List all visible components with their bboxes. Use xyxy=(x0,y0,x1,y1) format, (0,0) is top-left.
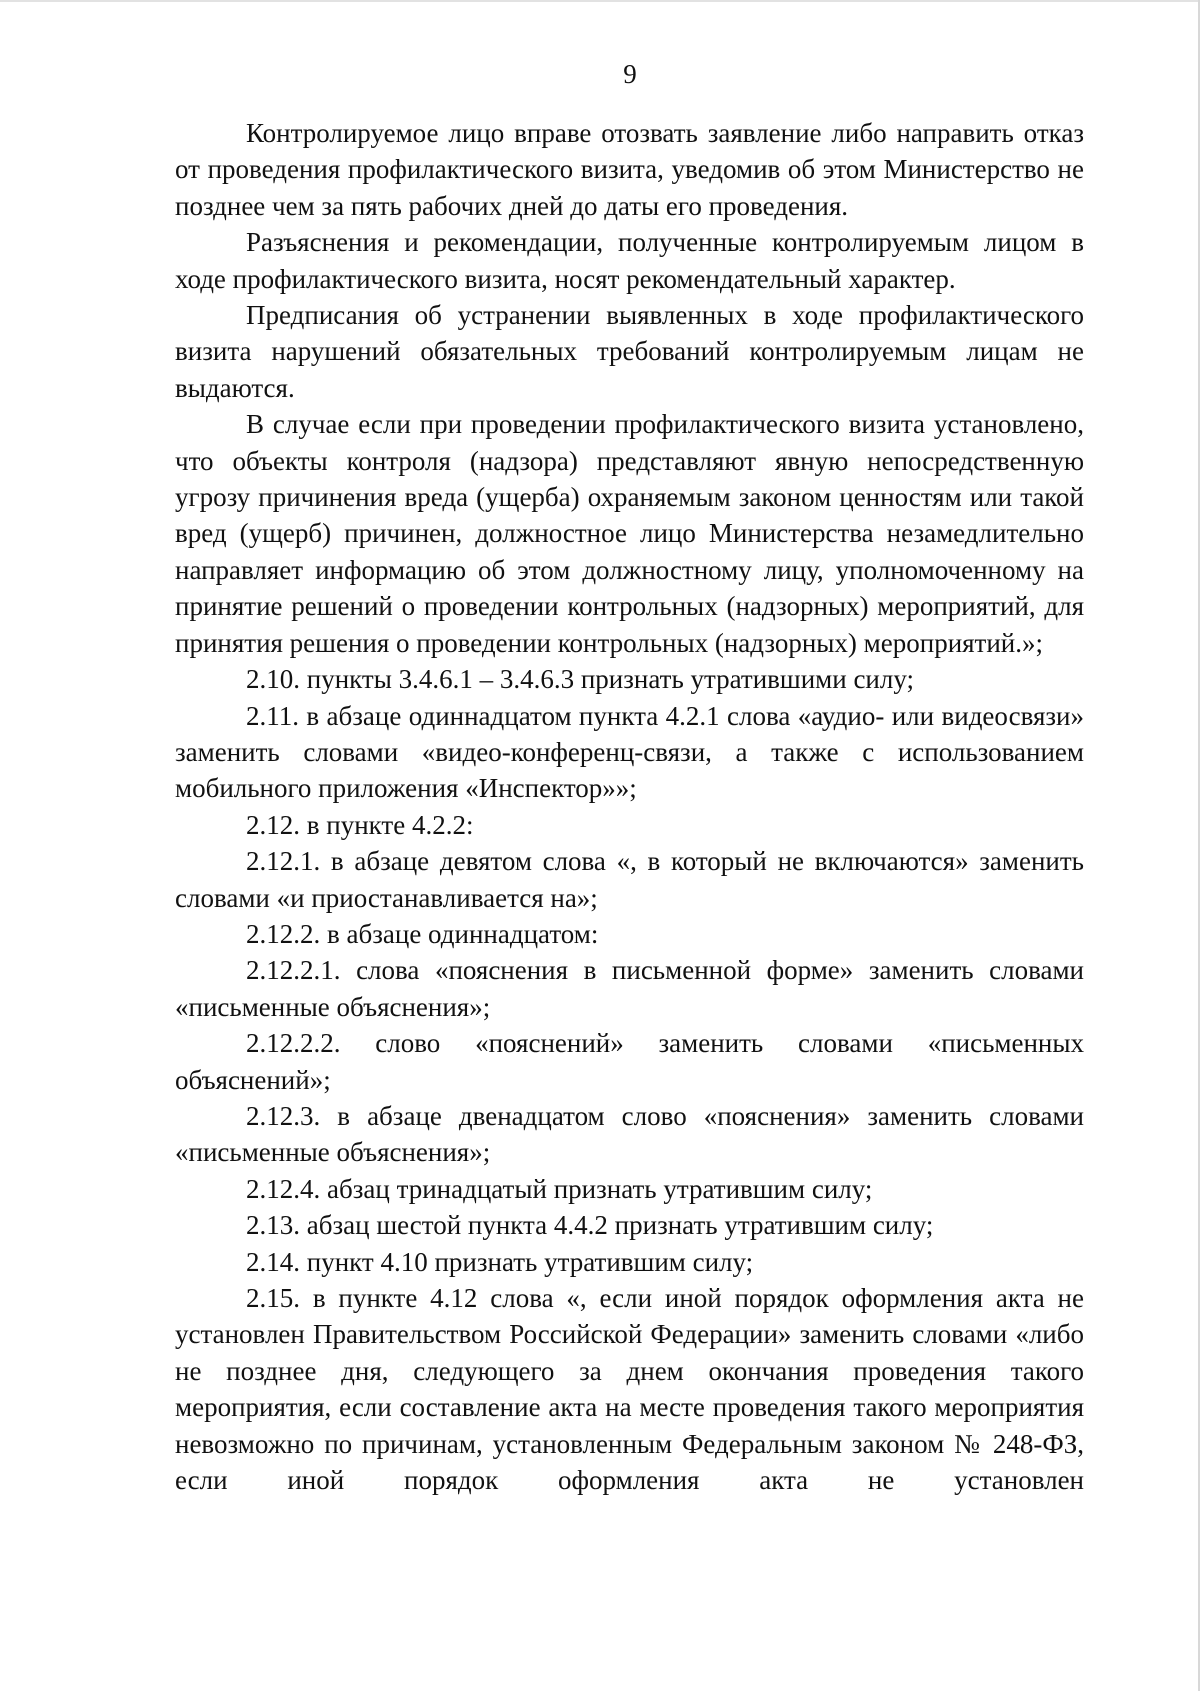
paragraph-item-2-10: 2.10. пункты 3.4.6.1 – 3.4.6.3 признать утратившими силу; xyxy=(246,664,914,695)
paragraph-item-2-12-4: 2.12.4. абзац тринадцатый признать утратившим силу; xyxy=(246,1173,873,1204)
paragraph-prescriptions-not-issued: Предписания об устранении выявленных в ходе профилактического визита нарушений обязательных требований контролируемым лицам не выдаются. xyxy=(175,300,1084,403)
paragraph-item-2-12-1: 2.12.1. в абзаце девятом слова «, в который не включаются» заменить словами «и приостанавливается на»; xyxy=(175,846,1084,913)
paragraph-item-2-12-2-2: 2.12.2.2. слово «пояснений» заменить словами «письменных объяснений»; xyxy=(175,1028,1084,1095)
paragraph-threat-of-harm: В случае если при проведении профилактического визита установлено, что объекты контроля (надзора) представляют явную непосредственную угрозу причинения вреда (ущерба) охраняемым законом ценностям или такой вред (ущерб) причинен, должностное лицо Министерства незамедлительно направляет информацию об этом должностному лицу, уполномоченному на принятие решений о проведении контрольных (надзорных) мероприятий, для принятия решения о проведении контрольных (надзорных) мероприятий.»; xyxy=(175,409,1084,658)
paragraph-item-2-12-2-1: 2.12.2.1. слова «пояснения в письменной форме» заменить словами «письменные объяснения»; xyxy=(175,955,1084,1022)
page-number: 9 xyxy=(623,59,637,89)
paragraph-withdraw-application: Контролируемое лицо вправе отозвать заявление либо направить отказ от проведения профилактического визита, уведомив об этом Министерство не позднее чем за пять рабочих дней до даты его проведения. xyxy=(175,118,1084,221)
paragraph-item-2-12: 2.12. в пункте 4.2.2: xyxy=(246,809,474,840)
paragraph-item-2-11: 2.11. в абзаце одиннадцатом пункта 4.2.1 слова «аудио- или видеосвязи» заменить словами «видео-конференц-связи, а также с использованием мобильного приложения «Инспектор»»; xyxy=(175,700,1084,804)
paragraph-explanations-recommendations: Разъяснения и рекомендации, полученные контролируемым лицом в ходе профилактического визита, носят рекомендательный характер. xyxy=(175,227,1084,294)
paragraph-item-2-12-3: 2.12.3. в абзаце двенадцатом слово «пояснения» заменить словами «письменные объяснения»; xyxy=(175,1100,1084,1168)
paragraph-item-2-14: 2.14. пункт 4.10 признать утратившим силу; xyxy=(246,1246,754,1277)
paragraph-item-2-13: 2.13. абзац шестой пункта 4.4.2 признать утратившим силу; xyxy=(246,1210,934,1241)
document-body xyxy=(175,115,1084,1498)
paragraph-item-2-15: 2.15. в пункте 4.12 слова «, если иной порядок оформления акта не установлен Правительством Российской Федерации» заменить словами «либо не позднее дня, следующего за днем окончания проведения такого мероприятия, если составление акта на месте проведения такого мероприятия невозможно по причинам, установленным Федеральным законом № 248-ФЗ, если иной порядок оформления акта не установлен xyxy=(175,1283,1084,1496)
scan-top-edge xyxy=(0,0,1200,2)
paragraph-item-2-12-2: 2.12.2. в абзаце одиннадцатом: xyxy=(246,918,599,949)
